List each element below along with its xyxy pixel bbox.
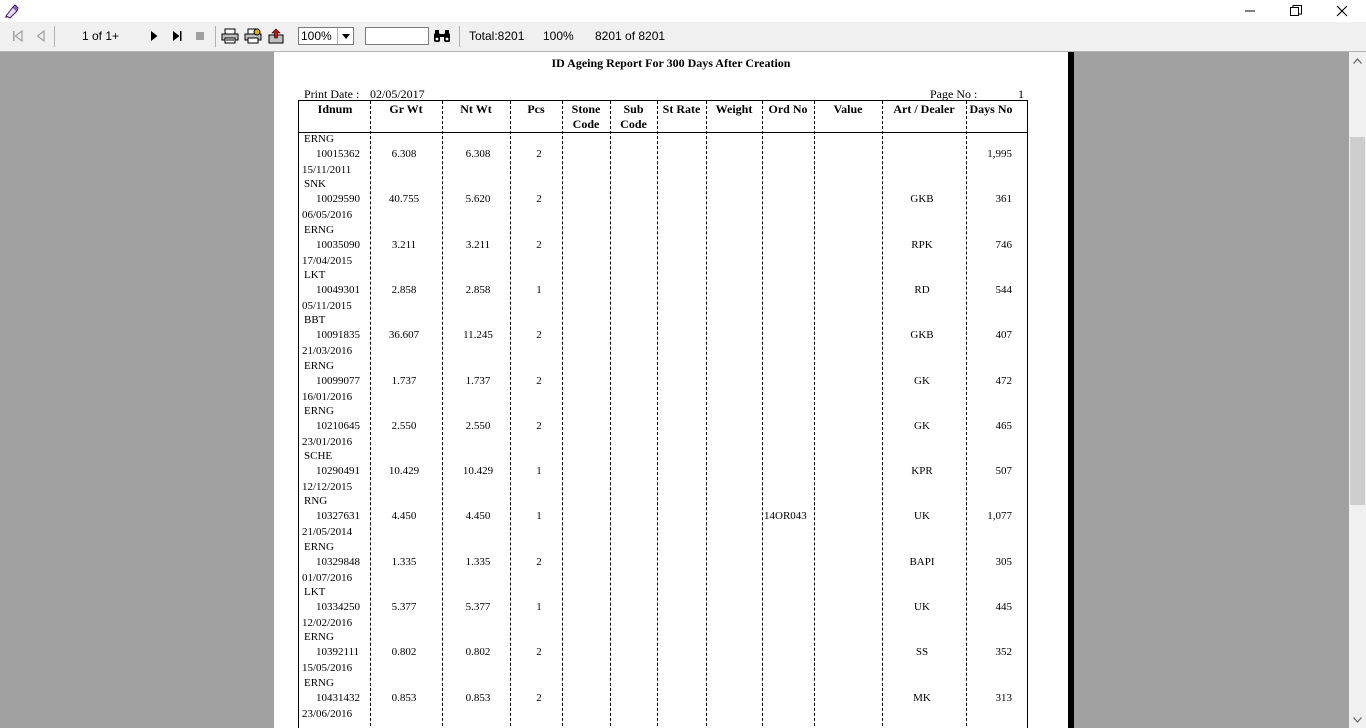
row-gr-wt: 2.550 xyxy=(391,419,417,432)
column-divider xyxy=(814,101,815,728)
stop-icon xyxy=(193,29,207,43)
column-header-ord-no: Ord No xyxy=(768,102,808,116)
row-creation-date: 23/06/2016 xyxy=(302,707,353,720)
column-header-nt-wt: Nt Wt xyxy=(460,102,492,116)
row-nt-wt: 4.450 xyxy=(465,510,491,523)
row-art-dealer: GK xyxy=(914,419,930,432)
row-nt-wt: 2.858 xyxy=(465,283,491,296)
row-pcs: 2 xyxy=(536,238,542,251)
row-days-no: 1,077 xyxy=(987,510,1012,523)
row-gr-wt: 1.737 xyxy=(391,374,417,387)
row-nt-wt: 1.335 xyxy=(465,555,491,568)
row-art-dealer: RPK xyxy=(911,238,933,251)
row-art-dealer: KPR xyxy=(911,465,933,478)
row-nt-wt: 5.377 xyxy=(465,601,491,613)
row-nt-wt: 11.245 xyxy=(463,329,493,342)
row-creation-date: 17/04/2015 xyxy=(302,254,353,267)
print-date-label: Print Date : xyxy=(304,87,360,101)
row-art-dealer: SS xyxy=(915,646,929,659)
row-creation-date: 16/01/2016 xyxy=(302,390,353,403)
row-days-no: 746 xyxy=(995,238,1012,251)
column-divider xyxy=(610,101,611,728)
find-button[interactable] xyxy=(431,26,453,46)
row-art-dealer: MK xyxy=(913,691,931,704)
row-nt-wt: 3.211 xyxy=(465,238,491,251)
row-gr-wt: 0.802 xyxy=(391,646,417,659)
export-icon xyxy=(267,28,285,44)
column-divider xyxy=(882,101,883,728)
row-category-code: SNK xyxy=(304,178,327,191)
first-page-icon xyxy=(11,29,25,43)
row-pcs: 2 xyxy=(536,555,542,568)
close-button[interactable] xyxy=(1319,0,1365,22)
title-bar xyxy=(0,0,1366,22)
row-gr-wt: 5.377 xyxy=(391,601,417,613)
column-divider xyxy=(657,101,658,728)
row-category-code: ERNG xyxy=(304,359,334,372)
scroll-up-button[interactable] xyxy=(1349,52,1366,69)
row-idnum: 10431432 xyxy=(316,691,360,704)
row-idnum: 10290491 xyxy=(316,465,360,478)
row-nt-wt: 5.620 xyxy=(465,193,491,206)
column-header-idnum: Idnum xyxy=(317,102,353,116)
row-art-dealer: RD xyxy=(914,283,930,296)
row-creation-date: 01/07/2016 xyxy=(302,571,353,584)
row-idnum: 10329848 xyxy=(316,555,360,568)
chevron-down-icon xyxy=(1353,717,1362,723)
report-app-icon xyxy=(4,3,20,19)
row-idnum: 10029590 xyxy=(316,193,360,206)
column-header-stone-code-line2: Code xyxy=(572,117,600,131)
row-gr-wt: 40.755 xyxy=(388,193,420,206)
row-category-code: LKT xyxy=(304,268,326,281)
column-header-sub-code xyxy=(610,102,657,132)
column-header-sub-code-line1: Sub xyxy=(623,102,644,116)
row-creation-date: 12/12/2015 xyxy=(302,481,353,494)
column-header-sub-code-line2: Code xyxy=(620,117,647,131)
report-page xyxy=(274,52,1068,728)
zoom-select[interactable] xyxy=(298,27,354,45)
last-page-button[interactable] xyxy=(167,26,187,46)
printer-icon xyxy=(221,28,239,44)
row-creation-date: 15/05/2016 xyxy=(302,662,353,675)
row-idnum: 10091835 xyxy=(316,329,360,342)
scrollbar-thumb[interactable] xyxy=(1350,137,1365,505)
previous-page-button[interactable] xyxy=(31,26,51,46)
row-idnum: 10334250 xyxy=(316,601,360,613)
binoculars-icon xyxy=(433,29,451,43)
page-no-value: 1 xyxy=(1018,87,1024,101)
zoom-value: 100% xyxy=(301,29,332,43)
row-category-code: ERNG xyxy=(304,404,334,417)
header-divider xyxy=(298,132,1028,133)
row-gr-wt: 4.450 xyxy=(391,510,417,523)
chevron-down-icon[interactable] xyxy=(337,28,353,44)
row-pcs: 2 xyxy=(536,646,542,659)
row-gr-wt: 0.853 xyxy=(391,691,417,704)
last-page-icon xyxy=(170,29,184,43)
row-nt-wt: 0.802 xyxy=(465,646,491,659)
row-pcs: 1 xyxy=(536,601,542,613)
row-creation-date: 15/11/2011 xyxy=(302,164,352,176)
row-category-code: BBT xyxy=(304,314,326,327)
row-gr-wt: 2.858 xyxy=(391,283,417,296)
row-idnum: 10035090 xyxy=(316,238,360,251)
row-creation-date: 23/01/2016 xyxy=(302,435,353,448)
row-category-code: ERNG xyxy=(304,133,334,145)
report-viewer xyxy=(0,52,1349,728)
report-title: ID Ageing Report For 300 Days After Creation xyxy=(551,56,791,70)
column-header-st-rate: St Rate xyxy=(662,102,701,116)
export-button[interactable] xyxy=(266,26,286,46)
minimize-button[interactable] xyxy=(1227,0,1273,22)
previous-page-icon xyxy=(34,29,48,43)
row-art-dealer: GK xyxy=(914,374,930,387)
column-header-days-no: Days No xyxy=(969,102,1013,116)
records-status: 8201 of 8201 xyxy=(595,29,666,43)
zoom-percent-status: 100% xyxy=(543,29,574,43)
stop-button[interactable] xyxy=(190,26,210,46)
row-nt-wt: 2.550 xyxy=(465,419,491,432)
row-creation-date: 12/02/2016 xyxy=(302,617,353,629)
column-divider xyxy=(762,101,763,728)
row-pcs: 1 xyxy=(536,510,542,523)
page-edge xyxy=(1068,52,1074,728)
column-header-art-dealer: Art / Dealer xyxy=(893,102,955,116)
print-date-value: 02/05/2017 xyxy=(370,87,425,101)
row-category-code: LKT xyxy=(304,586,326,598)
vertical-scrollbar[interactable] xyxy=(1349,52,1366,728)
page-no-label: Page No : xyxy=(930,87,978,101)
row-category-code: ERNG xyxy=(304,223,334,236)
column-header-value: Value xyxy=(833,102,863,116)
column-divider xyxy=(706,101,707,728)
row-gr-wt: 1.335 xyxy=(391,555,417,568)
row-art-dealer: UK xyxy=(914,601,930,613)
toolbar-separator xyxy=(459,26,460,47)
row-idnum: 10015362 xyxy=(316,148,360,160)
row-creation-date: 21/03/2016 xyxy=(302,345,353,358)
row-pcs: 2 xyxy=(536,419,542,432)
column-header-weight: Weight xyxy=(715,102,753,116)
chevron-up-icon xyxy=(1353,58,1362,64)
row-category-code: ERNG xyxy=(304,540,334,553)
column-divider xyxy=(442,101,443,728)
print-button[interactable] xyxy=(220,26,240,46)
row-idnum: 10099077 xyxy=(316,374,360,387)
row-idnum: 10392111 xyxy=(316,646,360,659)
row-gr-wt: 10.429 xyxy=(388,465,420,478)
row-pcs: 2 xyxy=(536,193,542,206)
row-category-code: RNG xyxy=(304,495,328,508)
row-creation-date: 05/11/2015 xyxy=(302,299,352,312)
total-count: Total:8201 xyxy=(469,29,525,43)
row-nt-wt: 1.737 xyxy=(465,374,491,387)
row-days-no: 407 xyxy=(995,329,1012,342)
row-days-no: 544 xyxy=(995,283,1012,296)
row-pcs: 2 xyxy=(536,148,542,160)
row-idnum: 10327631 xyxy=(316,510,360,523)
row-pcs: 1 xyxy=(536,465,542,478)
row-days-no: 472 xyxy=(995,374,1012,387)
row-nt-wt: 10.429 xyxy=(462,465,494,478)
toolbar-separator xyxy=(215,26,216,47)
row-creation-date: 21/05/2014 xyxy=(302,526,353,539)
next-page-button[interactable] xyxy=(144,26,164,46)
row-days-no: 305 xyxy=(995,555,1012,568)
column-header-stone-code xyxy=(562,102,610,132)
printer-setup-icon xyxy=(244,28,262,44)
column-header-pcs: Pcs xyxy=(527,102,545,116)
row-days-no: 445 xyxy=(995,601,1012,613)
toolbar-separator xyxy=(54,26,55,47)
first-page-button[interactable] xyxy=(8,26,28,46)
page-indicator: 1 of 1+ xyxy=(82,29,120,43)
scroll-down-button[interactable] xyxy=(1349,711,1366,728)
restore-button[interactable] xyxy=(1273,0,1319,22)
row-days-no: 1,995 xyxy=(987,148,1012,160)
row-category-code: ERNG xyxy=(304,631,334,644)
row-gr-wt: 36.607 xyxy=(388,329,420,342)
row-pcs: 2 xyxy=(536,374,542,387)
row-category-code: ERNG xyxy=(304,676,334,689)
row-art-dealer: BAPI xyxy=(909,555,935,568)
row-art-dealer: UK xyxy=(914,510,930,523)
row-pcs: 2 xyxy=(536,329,542,342)
row-days-no: 507 xyxy=(995,465,1012,478)
row-ord-no: 14OR043 xyxy=(764,510,807,523)
next-page-icon xyxy=(147,29,161,43)
row-days-no: 361 xyxy=(995,193,1012,206)
row-nt-wt: 6.308 xyxy=(465,148,491,160)
print-setup-button[interactable] xyxy=(243,26,263,46)
column-header-stone-code-line1: Stone xyxy=(571,102,601,116)
row-idnum: 10049301 xyxy=(316,283,360,296)
report-toolbar xyxy=(0,22,1366,52)
row-days-no: 465 xyxy=(995,419,1012,432)
column-header-gr-wt: Gr Wt xyxy=(389,102,423,116)
row-gr-wt: 3.211 xyxy=(391,238,417,251)
row-creation-date: 06/05/2016 xyxy=(302,209,353,222)
search-input[interactable] xyxy=(365,27,429,45)
row-days-no: 352 xyxy=(995,646,1012,659)
row-pcs: 2 xyxy=(536,691,542,704)
row-category-code: SCHE xyxy=(304,450,333,463)
row-idnum: 10210645 xyxy=(316,419,360,432)
row-pcs: 1 xyxy=(536,283,542,296)
row-nt-wt: 0.853 xyxy=(465,691,491,704)
row-art-dealer: GKB xyxy=(910,329,934,342)
row-gr-wt: 6.308 xyxy=(391,148,417,160)
row-days-no: 313 xyxy=(995,691,1012,704)
row-art-dealer: GKB xyxy=(910,193,934,206)
